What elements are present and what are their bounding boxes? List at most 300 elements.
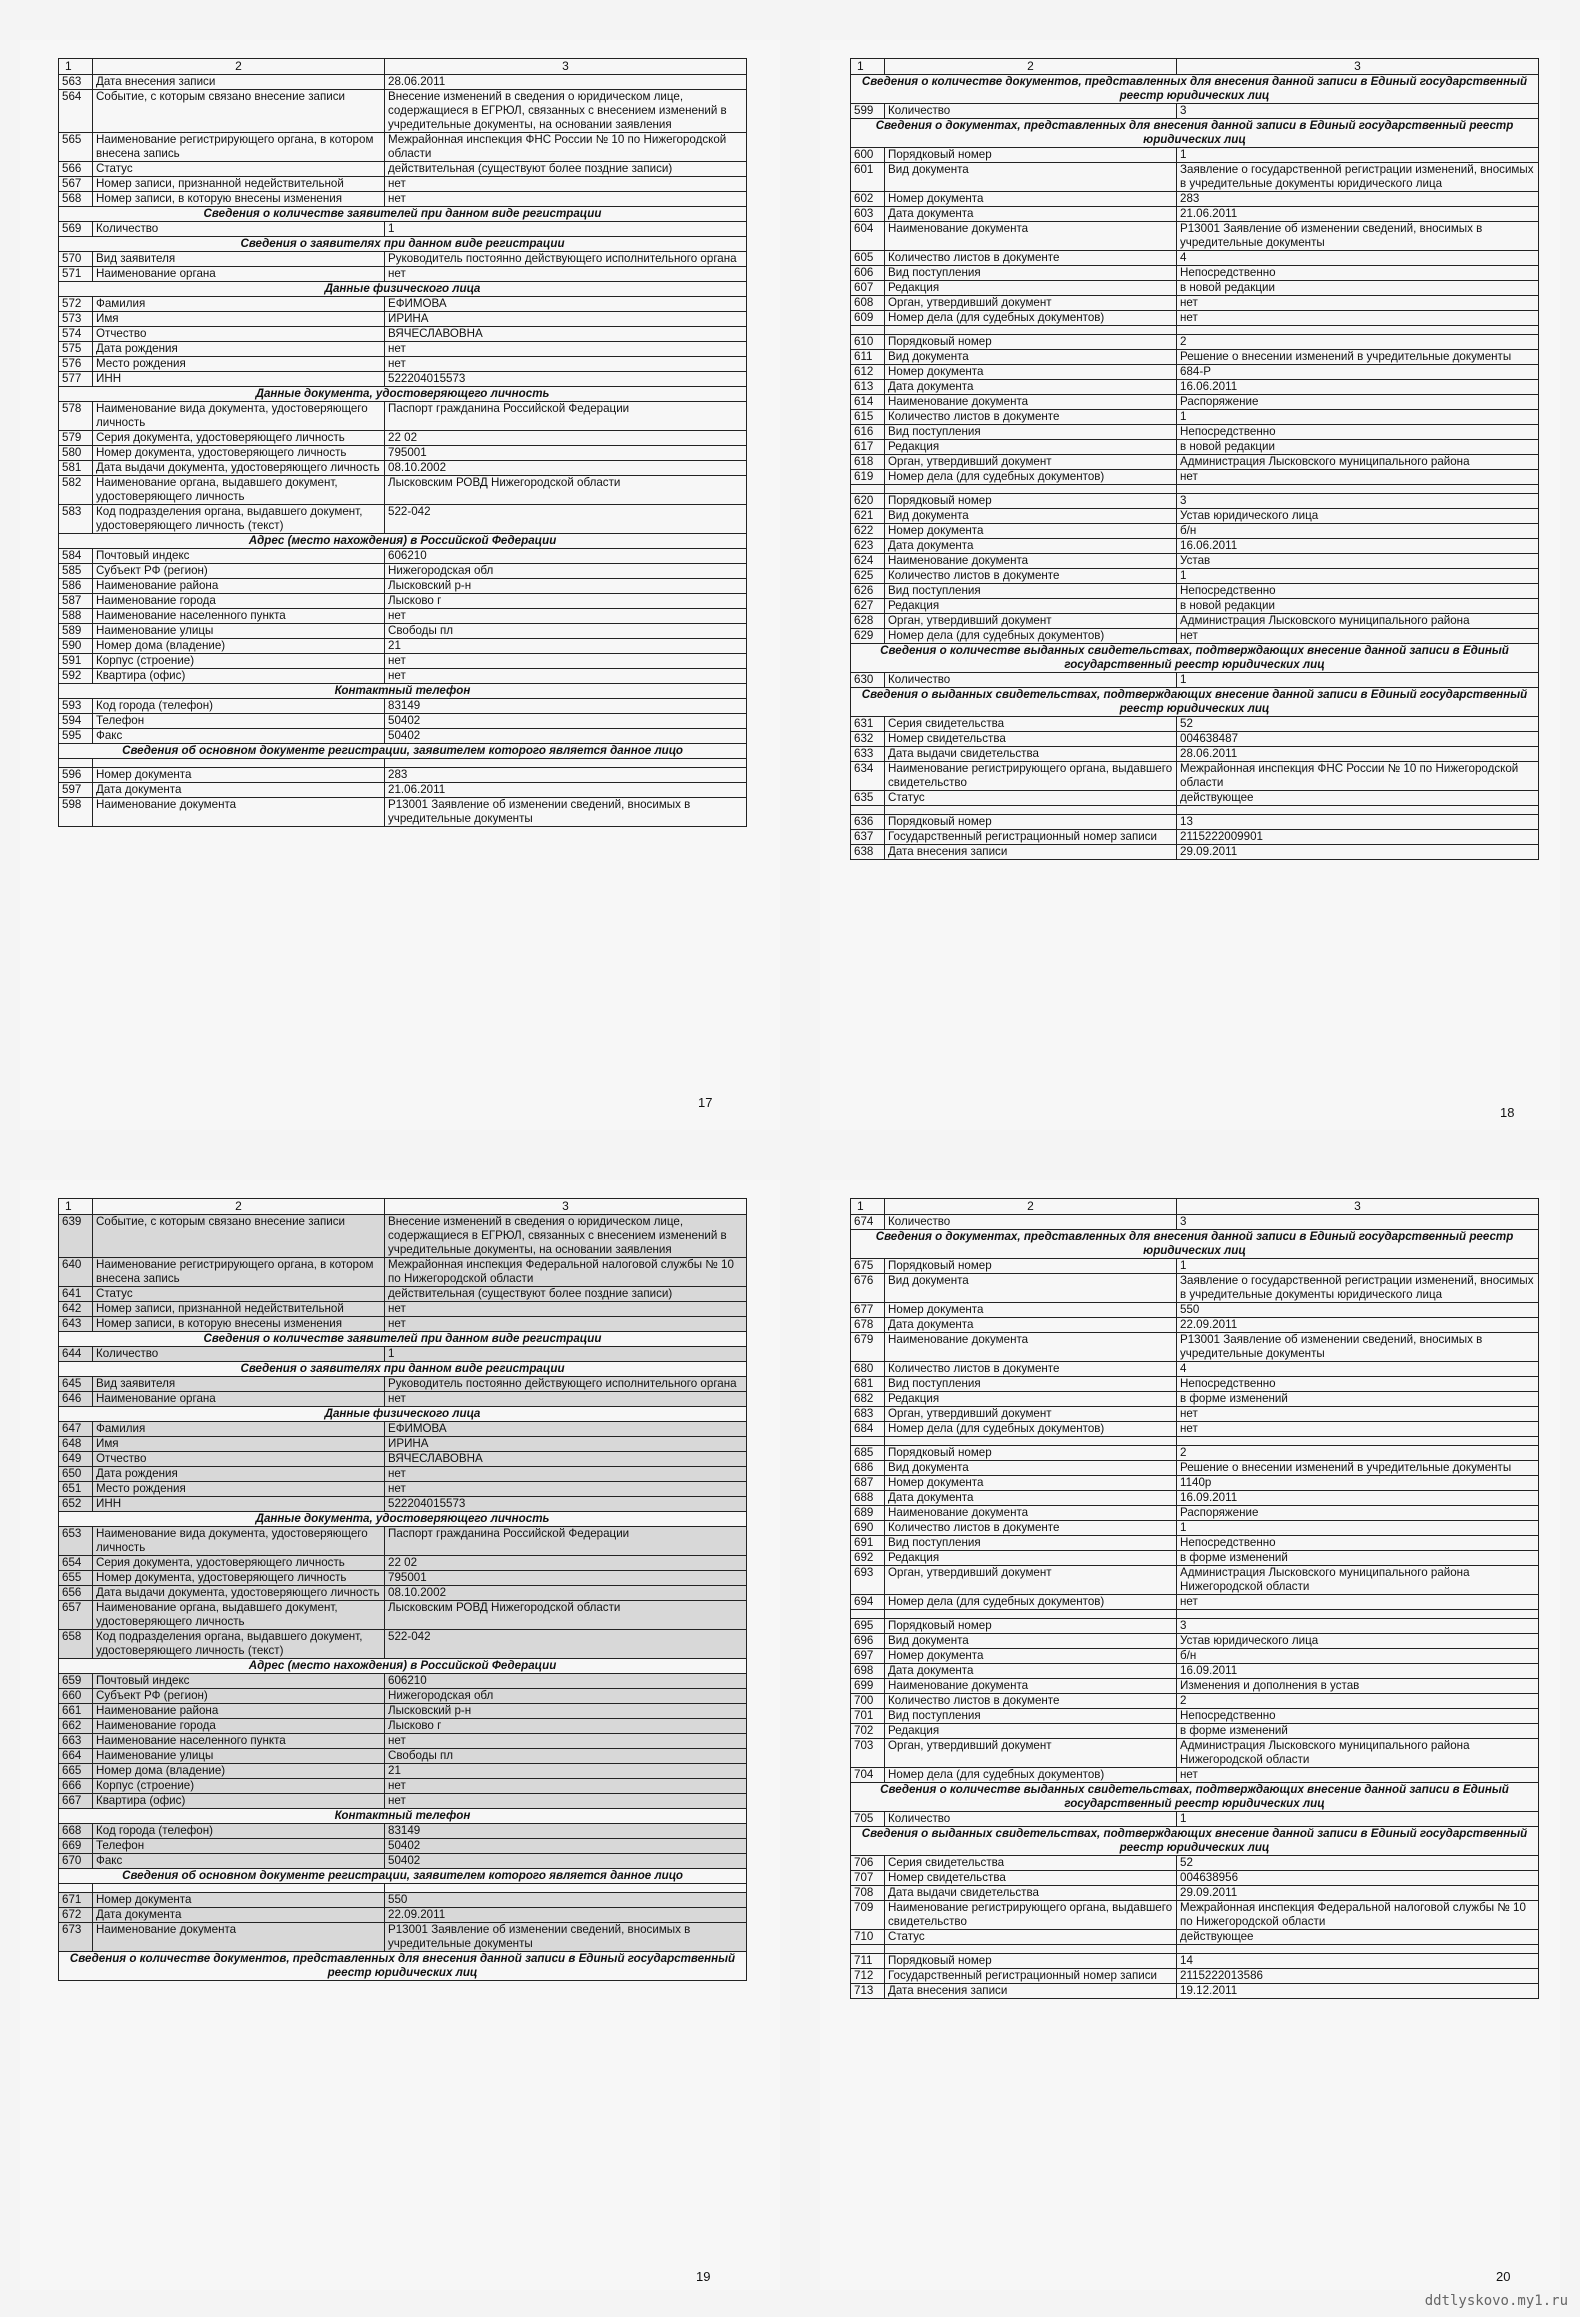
row-number: 599 <box>851 104 885 119</box>
field-value: Устав юридического лица <box>1177 509 1539 524</box>
field-value: 21.06.2011 <box>385 783 747 798</box>
field-name: Порядковый номер <box>885 335 1177 350</box>
table-row <box>59 476 747 505</box>
field-name: Номер документа <box>93 768 385 783</box>
table-row <box>851 425 1539 440</box>
empty-cell <box>885 1437 1177 1446</box>
field-value: Устав <box>1177 554 1539 569</box>
field-value: Паспорт гражданина Российской Федерации <box>385 402 747 431</box>
table-row <box>851 1566 1539 1595</box>
field-name: Наименование документа <box>885 395 1177 410</box>
empty-cell <box>1177 485 1539 494</box>
table-row <box>59 1839 747 1854</box>
row-number: 591 <box>59 654 93 669</box>
table-row <box>851 1392 1539 1407</box>
row-number: 706 <box>851 1856 885 1871</box>
table-row <box>851 845 1539 860</box>
row-number: 604 <box>851 222 885 251</box>
row-number: 614 <box>851 395 885 410</box>
field-name: Номер свидетельства <box>885 732 1177 747</box>
empty-cell <box>885 806 1177 815</box>
field-name: Редакция <box>885 1392 1177 1407</box>
field-value: 29.09.2011 <box>1177 845 1539 860</box>
table-row <box>851 207 1539 222</box>
field-value: ИРИНА <box>385 1437 747 1452</box>
field-name: Номер документа, удостоверяющего личность <box>93 446 385 461</box>
column-header: 2 <box>93 59 385 75</box>
row-number: 689 <box>851 1506 885 1521</box>
field-value: нет <box>385 177 747 192</box>
field-name: Наименование регистрирующего органа, выдавшего свидетельство <box>885 1901 1177 1930</box>
empty-cell <box>885 485 1177 494</box>
row-number: 589 <box>59 624 93 639</box>
field-value: нет <box>1177 296 1539 311</box>
row-number: 703 <box>851 1739 885 1768</box>
section-title: Данные документа, удостоверяющего личность <box>59 1512 747 1527</box>
row-number: 648 <box>59 1437 93 1452</box>
empty-cell <box>1177 326 1539 335</box>
table-row <box>851 1303 1539 1318</box>
table-row <box>851 1506 1539 1521</box>
section-title: Сведения о выданных свидетельствах, подтверждающих внесение данной записи в Единый государственный реестр юридических лиц <box>851 1827 1539 1856</box>
field-name: Номер документа <box>93 1893 385 1908</box>
field-name: Статус <box>885 1930 1177 1945</box>
row-number: 609 <box>851 311 885 326</box>
field-value: Паспорт гражданина Российской Федерации <box>385 1527 747 1556</box>
field-value: в новой редакции <box>1177 599 1539 614</box>
table-row <box>59 1854 747 1869</box>
field-name: Наименование города <box>93 1719 385 1734</box>
table-row <box>59 312 747 327</box>
spacer-row <box>851 1610 1539 1619</box>
row-number: 563 <box>59 75 93 90</box>
field-name: Серия свидетельства <box>885 717 1177 732</box>
section-title: Адрес (место нахождения) в Российской Федерации <box>59 534 747 549</box>
row-number: 684 <box>851 1422 885 1437</box>
field-name: Дата выдачи свидетельства <box>885 747 1177 762</box>
section-heading <box>59 534 747 549</box>
field-name: Редакция <box>885 440 1177 455</box>
field-value: 522204015573 <box>385 372 747 387</box>
field-value: действительная (существуют более поздние записи) <box>385 1287 747 1302</box>
section-heading <box>851 644 1539 673</box>
row-number: 662 <box>59 1719 93 1734</box>
field-value: Лысковским РОВД Нижегородской области <box>385 476 747 505</box>
header-row <box>851 59 1539 75</box>
section-heading <box>851 1230 1539 1259</box>
field-name: Дата документа <box>885 207 1177 222</box>
field-value: ЕФИМОВА <box>385 297 747 312</box>
field-value: 004638487 <box>1177 732 1539 747</box>
field-value: Межрайонная инспекция ФНС России № 10 по Нижегородской области <box>385 133 747 162</box>
table-row <box>59 1467 747 1482</box>
row-number: 621 <box>851 509 885 524</box>
table-row <box>851 614 1539 629</box>
table-row <box>59 783 747 798</box>
table-row <box>59 714 747 729</box>
field-value: 1 <box>1177 569 1539 584</box>
field-name: Факс <box>93 729 385 744</box>
field-name: Редакция <box>885 281 1177 296</box>
field-value: 283 <box>1177 192 1539 207</box>
field-name: Номер документа <box>885 1303 1177 1318</box>
row-number: 678 <box>851 1318 885 1333</box>
table-row <box>59 594 747 609</box>
field-value: 83149 <box>385 699 747 714</box>
field-value: 28.06.2011 <box>385 75 747 90</box>
field-value: Нижегородская обл <box>385 1689 747 1704</box>
table-row <box>851 410 1539 425</box>
field-value: Администрация Лысковского муниципального района <box>1177 614 1539 629</box>
page-number: 18 <box>1500 1105 1515 1120</box>
field-name: Код города (телефон) <box>93 1824 385 1839</box>
field-value: Непосредственно <box>1177 584 1539 599</box>
field-name: Вид документа <box>885 350 1177 365</box>
field-name: Код города (телефон) <box>93 699 385 714</box>
field-value: Р13001 Заявление об изменении сведений, вносимых в учредительные документы <box>1177 222 1539 251</box>
field-value: 16.06.2011 <box>1177 380 1539 395</box>
header-row <box>851 1199 1539 1215</box>
table-row <box>59 1302 747 1317</box>
field-name: Номер записи, в которую внесены изменения <box>93 192 385 207</box>
field-value: 795001 <box>385 1571 747 1586</box>
table-row <box>59 669 747 684</box>
field-value: нет <box>385 669 747 684</box>
row-number: 601 <box>851 163 885 192</box>
table-row <box>851 599 1539 614</box>
field-value: Решение о внесении изменений в учредительные документы <box>1177 1461 1539 1476</box>
row-number: 680 <box>851 1362 885 1377</box>
empty-cell <box>851 326 885 335</box>
field-value: Лысковский р-н <box>385 579 747 594</box>
table-row <box>59 579 747 594</box>
row-number: 643 <box>59 1317 93 1332</box>
table-row <box>851 1551 1539 1566</box>
field-value: нет <box>385 342 747 357</box>
table-row <box>59 327 747 342</box>
field-value: действующее <box>1177 791 1539 806</box>
section-title: Сведения о количестве выданных свидетельствах, подтверждающих внесение данной записи в Единый государственный реестр юридических лиц <box>851 644 1539 673</box>
row-number: 620 <box>851 494 885 509</box>
row-number: 645 <box>59 1377 93 1392</box>
table-row <box>59 624 747 639</box>
table-row <box>59 431 747 446</box>
field-name: Номер дела (для судебных документов) <box>885 1422 1177 1437</box>
table-row <box>59 549 747 564</box>
section-title: Данные физического лица <box>59 1407 747 1422</box>
field-value: Р13001 Заявление об изменении сведений, вносимых в учредительные документы <box>385 798 747 827</box>
row-number: 627 <box>851 599 885 614</box>
field-name: Отчество <box>93 1452 385 1467</box>
table-row <box>851 1694 1539 1709</box>
table-row <box>59 654 747 669</box>
row-number: 705 <box>851 1812 885 1827</box>
table-row <box>59 1719 747 1734</box>
row-number: 619 <box>851 470 885 485</box>
section-title: Сведения о количестве заявителей при данном виде регистрации <box>59 207 747 222</box>
field-name: Наименование документа <box>885 1506 1177 1521</box>
field-name: Номер дела (для судебных документов) <box>885 1768 1177 1783</box>
field-value: нет <box>385 1779 747 1794</box>
field-name: Дата рождения <box>93 342 385 357</box>
field-value: Распоряжение <box>1177 395 1539 410</box>
section-heading <box>851 688 1539 717</box>
table-row <box>851 762 1539 791</box>
field-value: в новой редакции <box>1177 440 1539 455</box>
table-row <box>851 470 1539 485</box>
row-number: 683 <box>851 1407 885 1422</box>
page-number: 17 <box>698 1095 713 1110</box>
field-name: Порядковый номер <box>885 815 1177 830</box>
field-value: Р13001 Заявление об изменении сведений, вносимых в учредительные документы <box>1177 1333 1539 1362</box>
field-value: Межрайонная инспекция ФНС России № 10 по Нижегородской области <box>1177 762 1539 791</box>
field-name: Наименование населенного пункта <box>93 609 385 624</box>
row-number: 709 <box>851 1901 885 1930</box>
table-row <box>851 1709 1539 1724</box>
field-value: 4 <box>1177 251 1539 266</box>
row-number: 639 <box>59 1215 93 1258</box>
section-title: Сведения о количестве выданных свидетельствах, подтверждающих внесение данной записи в Единый государственный реестр юридических лиц <box>851 1783 1539 1812</box>
row-number: 593 <box>59 699 93 714</box>
table-row <box>59 192 747 207</box>
table-row <box>851 395 1539 410</box>
row-number: 596 <box>59 768 93 783</box>
row-number: 666 <box>59 1779 93 1794</box>
field-value: 2 <box>1177 1446 1539 1461</box>
row-number: 660 <box>59 1689 93 1704</box>
column-header: 3 <box>385 59 747 75</box>
row-number: 584 <box>59 549 93 564</box>
field-name: Дата выдачи документа, удостоверяющего личность <box>93 1586 385 1601</box>
spacer-row <box>851 485 1539 494</box>
row-number: 675 <box>851 1259 885 1274</box>
table-row <box>851 251 1539 266</box>
field-name: Номер записи, в которую внесены изменения <box>93 1317 385 1332</box>
field-value: 21.06.2011 <box>1177 207 1539 222</box>
row-number: 687 <box>851 1476 885 1491</box>
table-row <box>851 1984 1539 1999</box>
field-value: 795001 <box>385 446 747 461</box>
table-row <box>851 815 1539 830</box>
table-row <box>59 1893 747 1908</box>
row-number: 637 <box>851 830 885 845</box>
table-row <box>851 1954 1539 1969</box>
field-value: 16.09.2011 <box>1177 1664 1539 1679</box>
field-name: Корпус (строение) <box>93 1779 385 1794</box>
column-header: 1 <box>851 1199 885 1215</box>
field-value: 3 <box>1177 1619 1539 1634</box>
row-number: 670 <box>59 1854 93 1869</box>
empty-cell <box>851 1437 885 1446</box>
table-row <box>851 1318 1539 1333</box>
field-name: Наименование района <box>93 1704 385 1719</box>
section-title: Сведения о документах, представленных для внесения данной записи в Единый государственный реестр юридических лиц <box>851 119 1539 148</box>
row-number: 698 <box>851 1664 885 1679</box>
row-number: 572 <box>59 297 93 312</box>
field-name: Наименование документа <box>885 1679 1177 1694</box>
field-value: нет <box>385 192 747 207</box>
field-name: Вид заявителя <box>93 1377 385 1392</box>
field-name: Дата выдачи документа, удостоверяющего личность <box>93 461 385 476</box>
field-value: 522204015573 <box>385 1497 747 1512</box>
section-title: Контактный телефон <box>59 684 747 699</box>
row-number: 578 <box>59 402 93 431</box>
table-row <box>59 1630 747 1659</box>
row-number: 644 <box>59 1347 93 1362</box>
table-row <box>59 1601 747 1630</box>
section-title: Сведения о документах, представленных для внесения данной записи в Единый государственный реестр юридических лиц <box>851 1230 1539 1259</box>
section-heading <box>851 75 1539 104</box>
page-number: 19 <box>696 2269 711 2284</box>
table-row <box>851 1274 1539 1303</box>
header-row <box>59 59 747 75</box>
table-row <box>59 297 747 312</box>
field-name: Серия документа, удостоверяющего личность <box>93 1556 385 1571</box>
table-row <box>851 1362 1539 1377</box>
field-name: Фамилия <box>93 297 385 312</box>
table-row <box>851 1521 1539 1536</box>
field-name: Номер записи, признанной недействительной <box>93 1302 385 1317</box>
field-value: 4 <box>1177 1362 1539 1377</box>
field-value: нет <box>385 357 747 372</box>
row-number: 694 <box>851 1595 885 1610</box>
field-value: 2115222013586 <box>1177 1969 1539 1984</box>
field-value: ВЯЧЕСЛАВОВНА <box>385 327 747 342</box>
field-name: Государственный регистрационный номер записи <box>885 1969 1177 1984</box>
field-value: нет <box>385 1794 747 1809</box>
row-number: 640 <box>59 1258 93 1287</box>
table-row <box>851 830 1539 845</box>
field-value: 1 <box>385 222 747 237</box>
field-value: 1 <box>1177 410 1539 425</box>
field-name: Наименование вида документа, удостоверяющего личность <box>93 1527 385 1556</box>
field-value: 004638956 <box>1177 1871 1539 1886</box>
row-number: 711 <box>851 1954 885 1969</box>
spacer-row <box>851 1437 1539 1446</box>
field-value: 14 <box>1177 1954 1539 1969</box>
field-name: Наименование документа <box>93 798 385 827</box>
column-header: 1 <box>59 59 93 75</box>
field-name: Серия свидетельства <box>885 1856 1177 1871</box>
row-number: 565 <box>59 133 93 162</box>
row-number: 635 <box>851 791 885 806</box>
table-row <box>851 791 1539 806</box>
row-number: 685 <box>851 1446 885 1461</box>
field-value: Изменения и дополнения в устав <box>1177 1679 1539 1694</box>
field-value: в форме изменений <box>1177 1392 1539 1407</box>
row-number: 700 <box>851 1694 885 1709</box>
document-page-19 <box>20 1180 780 2290</box>
row-number: 642 <box>59 1302 93 1317</box>
field-value: 1 <box>1177 673 1539 688</box>
row-number: 624 <box>851 554 885 569</box>
field-value: 52 <box>1177 1856 1539 1871</box>
field-value: нет <box>1177 629 1539 644</box>
field-value: 16.06.2011 <box>1177 539 1539 554</box>
table-row <box>851 1724 1539 1739</box>
field-value: нет <box>385 1734 747 1749</box>
field-value: 522-042 <box>385 505 747 534</box>
table-row <box>851 1333 1539 1362</box>
field-value: ЕФИМОВА <box>385 1422 747 1437</box>
field-name: Количество листов в документе <box>885 410 1177 425</box>
row-number: 622 <box>851 524 885 539</box>
row-number: 676 <box>851 1274 885 1303</box>
field-name: Порядковый номер <box>885 1259 1177 1274</box>
row-number: 618 <box>851 455 885 470</box>
field-value: 50402 <box>385 729 747 744</box>
field-name: Дата рождения <box>93 1467 385 1482</box>
field-value: 1 <box>385 1347 747 1362</box>
field-name: Наименование органа, выдавшего документ, удостоверяющего личность <box>93 1601 385 1630</box>
field-name: Корпус (строение) <box>93 654 385 669</box>
empty-cell <box>851 806 885 815</box>
field-name: Факс <box>93 1854 385 1869</box>
field-name: Код подразделения органа, выдавшего документ, удостоверяющего личность (текст) <box>93 505 385 534</box>
table-row <box>851 509 1539 524</box>
row-number: 658 <box>59 1630 93 1659</box>
table-row <box>851 1901 1539 1930</box>
table-row <box>59 1779 747 1794</box>
row-number: 669 <box>59 1839 93 1854</box>
row-number: 656 <box>59 1586 93 1601</box>
field-name: Наименование органа <box>93 1392 385 1407</box>
row-number: 649 <box>59 1452 93 1467</box>
field-value: в форме изменений <box>1177 1551 1539 1566</box>
spacer-row <box>851 806 1539 815</box>
table-row <box>851 1664 1539 1679</box>
field-name: Номер дела (для судебных документов) <box>885 1595 1177 1610</box>
table-row <box>59 446 747 461</box>
field-name: Дата внесения записи <box>885 1984 1177 1999</box>
empty-cell <box>93 1884 385 1893</box>
row-number: 573 <box>59 312 93 327</box>
field-name: Номер документа, удостоверяющего личность <box>93 1571 385 1586</box>
field-name: Номер записи, признанной недействительной <box>93 177 385 192</box>
row-number: 585 <box>59 564 93 579</box>
field-value: 3 <box>1177 494 1539 509</box>
registry-table <box>58 58 747 827</box>
spacer-row <box>59 759 747 768</box>
field-name: Событие, с которым связано внесение записи <box>93 90 385 133</box>
table-row <box>59 75 747 90</box>
section-heading <box>59 1809 747 1824</box>
table-row <box>59 1422 747 1437</box>
section-title: Сведения о выданных свидетельствах, подтверждающих внесение данной записи в Единый государственный реестр юридических лиц <box>851 688 1539 717</box>
empty-cell <box>851 1610 885 1619</box>
field-name: Количество <box>885 1215 1177 1230</box>
field-name: Вид документа <box>885 1274 1177 1303</box>
column-header: 3 <box>1177 59 1539 75</box>
field-value: Руководитель постоянно действующего исполнительного органа <box>385 252 747 267</box>
field-name: Вид документа <box>885 509 1177 524</box>
field-value: 2 <box>1177 335 1539 350</box>
row-number: 626 <box>851 584 885 599</box>
table-row <box>851 629 1539 644</box>
field-name: Вид поступления <box>885 1536 1177 1551</box>
field-name: Почтовый индекс <box>93 1674 385 1689</box>
field-name: Вид документа <box>885 163 1177 192</box>
row-number: 570 <box>59 252 93 267</box>
field-value: Распоряжение <box>1177 1506 1539 1521</box>
table-row <box>851 1491 1539 1506</box>
section-heading <box>851 1827 1539 1856</box>
row-number: 650 <box>59 1467 93 1482</box>
field-name: Субъект РФ (регион) <box>93 564 385 579</box>
field-name: Порядковый номер <box>885 1954 1177 1969</box>
section-title: Сведения о количестве заявителей при данном виде регистрации <box>59 1332 747 1347</box>
table-row <box>851 1619 1539 1634</box>
